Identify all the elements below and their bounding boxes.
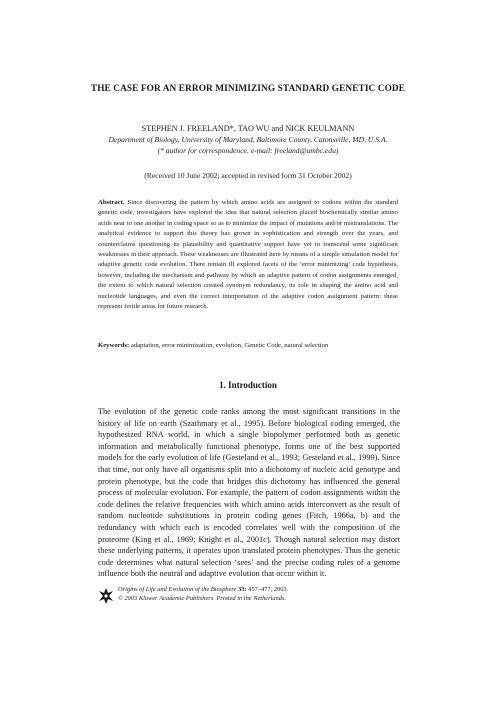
paper-title: THE CASE FOR AN ERROR MINIMIZING STANDARD GENETIC CODE — [90, 84, 406, 94]
intro-paragraph: The evolution of the genetic code ranks among the most significant transitions in the history of life on earth (Szathmary et al., 1995). Before biological coding emerged, the hypothesized RNA world, in which a single biopolymer performed both as genetic information and metabolically functional phenotype, forms one of the best supported models for the early evolution of life (Gesteland et al., 1993; Gesteland et al., 1999). Since that time, not only have all organisms split into a dichotomy of nucleic acid genotype and protein phenotype, but the code that bridges this dichotomy has influenced the general process of molecular evolution. For example, the pattern of codon assignments within the code defines the relative frequencies with which amino acids interconvert as the result of random nucleotide substitutions in protein coding genes (Fitch, 1966a, b) and the redundancy with which each is encoded correlates well with the composition of the proteome (King et al., 1969; Knight et al., 2001c). Though natural selection may distort these underlying patterns, it operates upon translated protein phenotypes. Thus the genetic code determines what natural selection ‘sees’ and the precise coding rules of a genome influence both the neutral and adaptive evolution that occur within it. — [98, 407, 400, 579]
keywords — [98, 341, 398, 351]
section-heading: 1. Introduction — [219, 380, 277, 390]
keywords-text: adaptation, error minimization, evolution, Genetic Code, natural selection — [130, 342, 329, 349]
publisher-logo-icon — [98, 587, 114, 605]
abstract — [98, 198, 398, 312]
author-list: STEPHEN J. FREELAND*, TAO WU and NICK KEULMANN — [141, 124, 355, 133]
footer-text — [118, 585, 408, 603]
correspondence-note: (* author for correspondence, e-mail: freeland@umbc.edu) — [157, 146, 339, 155]
abstract-label: Abstract. — [98, 199, 125, 206]
affiliation: Department of Biology, University of Maryland, Baltimore County, Catonsville, MD, U.S.A. — [108, 135, 388, 144]
journal-footer — [98, 585, 408, 613]
copyright-line: © 2003 Kluwer Academic Publishers. Printed in the Netherlands. — [118, 595, 287, 602]
affiliation-block — [40, 134, 456, 156]
journal-pages: 457–477, 2003. — [248, 586, 289, 593]
keywords-label: Keywords: — [98, 342, 130, 349]
abstract-text: Since discovering the pattern by which amino acids are assigned to codons within the standard genetic code, investigators have explored the idea that natural selection placed biochemically similar amino acids near to one another in coding space so as to minimize the impact of mutations and/or mistranslations. The analytical evidence to support this theory has grown in sophistication and strength over the years, and counterclaims questioning its plausibility and quantitative support have yet to transcend some significant weaknesses in their approach. These weaknesses are illustrated here by means of a simple simulation model for adaptive genetic code evolution. There remain ill explored facets of the ‘error minimizing’ code hypothesis, however, including the mechanism and pathway by which an adaptive pattern of codon assignments emerged, the extent to which natural selection created synonym redundancy, its role in shaping the amino acid and nucleotide languages, and even the correct interpretation of the adaptive codon assignment pattern: these represent fertile areas for future research. — [98, 199, 399, 311]
journal-name: Origins of Life and Evolution of the Biosphere — [118, 586, 237, 593]
received-dates: (Received 10 June 2002; accepted in revised form 31 October 2002) — [144, 171, 352, 180]
journal-volume: 33: — [238, 586, 247, 593]
